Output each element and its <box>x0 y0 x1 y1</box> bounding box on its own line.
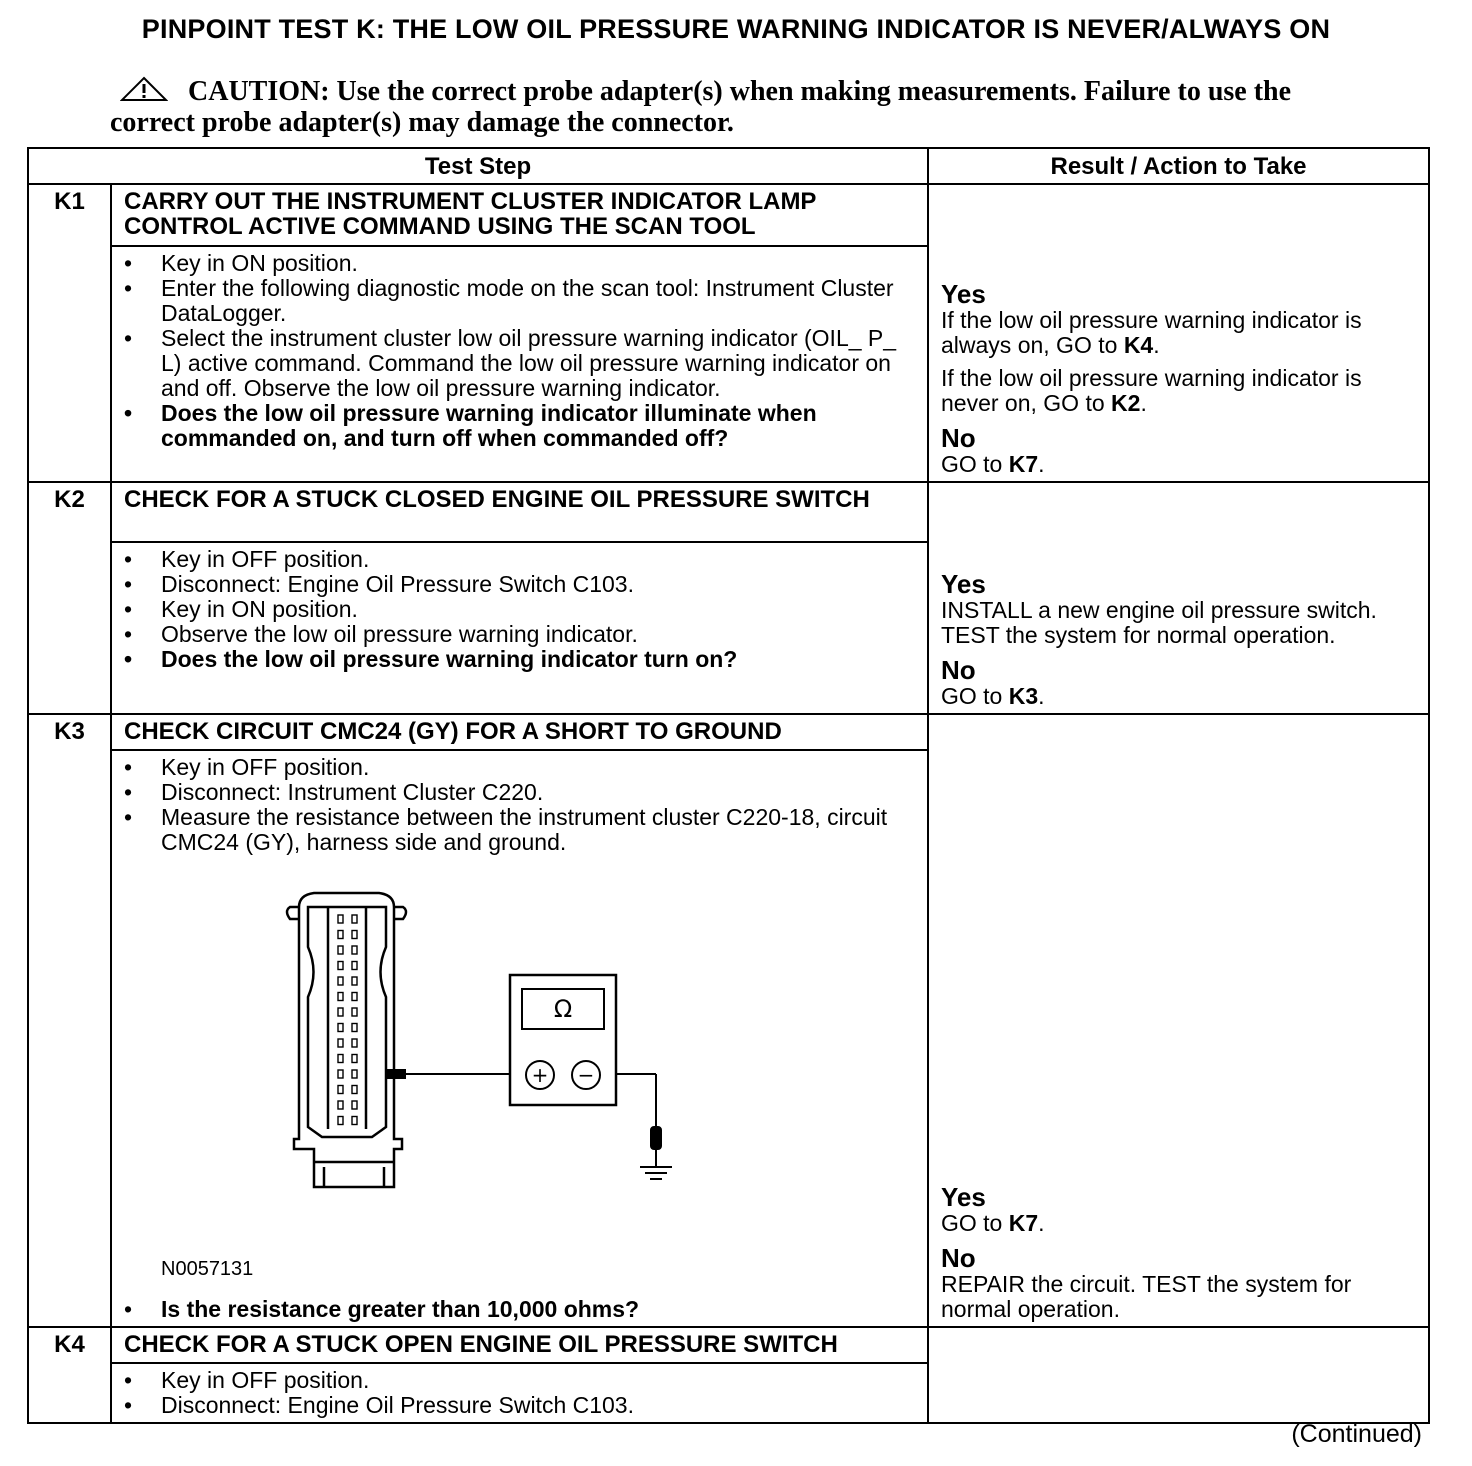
list-item: • Key in OFF position. <box>124 755 917 780</box>
result-text: GO to K7. <box>941 451 1045 477</box>
step-body <box>111 1363 928 1423</box>
connector-pin <box>338 1101 343 1109</box>
minus-terminal-icon: − <box>577 1063 595 1087</box>
connector-pin <box>338 1055 343 1063</box>
list-item: • Observe the low oil pressure warning indicator. <box>124 622 917 647</box>
step-heading: CARRY OUT THE INSTRUMENT CLUSTER INDICATOR LAMP CONTROL ACTIVE COMMAND USING THE SCAN TOOL <box>111 184 928 246</box>
connector-pin <box>338 993 343 1001</box>
connector-pin <box>352 931 357 939</box>
connector-pin <box>352 1008 357 1016</box>
connector-pin <box>352 962 357 970</box>
pinpoint-test-table <box>27 147 1430 1424</box>
list-item: • Disconnect: Instrument Cluster C220. <box>124 780 917 805</box>
list-item: • Does the low oil pressure warning indicator turn on? <box>124 647 917 672</box>
connector-pin <box>352 946 357 954</box>
header-result: Result / Action to Take <box>928 148 1429 184</box>
connector-pin <box>352 1039 357 1047</box>
step-number: K2 <box>28 482 111 714</box>
step-number: K1 <box>28 184 111 482</box>
no-label: No <box>941 1243 976 1273</box>
ohm-symbol: Ω <box>553 995 573 1023</box>
table-header-row <box>28 148 1429 184</box>
step-heading: CHECK FOR A STUCK CLOSED ENGINE OIL PRESSURE SWITCH <box>111 482 928 542</box>
connector-pin <box>352 1086 357 1094</box>
connector-pin <box>338 977 343 985</box>
connector-pin <box>338 1070 343 1078</box>
step-k3-result <box>928 714 1429 1327</box>
result-text: If the low oil pressure warning indicator is never on, GO to K2. <box>941 365 1362 416</box>
connector-pin <box>352 1101 357 1109</box>
list-item: • Disconnect: Engine Oil Pressure Switch C103. <box>124 1393 917 1418</box>
yes-label: Yes <box>941 1182 986 1212</box>
connector-pin <box>352 993 357 1001</box>
step-k1-heading-row <box>28 184 1429 246</box>
header-test-step: Test Step <box>28 148 928 184</box>
step-body <box>111 542 928 714</box>
connector-pin <box>338 1039 343 1047</box>
list-item: • Key in OFF position. <box>124 1368 917 1393</box>
connector-pin <box>338 931 343 939</box>
connector-pin <box>338 946 343 954</box>
connector-pin <box>338 962 343 970</box>
step-k4-result <box>928 1327 1429 1423</box>
list-item: • Disconnect: Engine Oil Pressure Switch C103. <box>124 572 917 597</box>
result-text: REPAIR the circuit. TEST the system for normal operation. <box>941 1271 1352 1322</box>
result-text: GO to K7. <box>941 1210 1045 1236</box>
connector-pin <box>338 915 343 923</box>
yes-label: Yes <box>941 569 986 599</box>
caution-text: CAUTION: Use the correct probe adapter(s) when making measurements. Failure to use the correct probe adapter(s) may damage the connector. <box>110 76 1292 138</box>
step-ref: K3 <box>1008 683 1039 709</box>
list-item: • Is the resistance greater than 10,000 ohms? <box>124 1297 917 1322</box>
step-ref: K7 <box>1008 451 1039 477</box>
step-k1-result <box>928 184 1429 482</box>
list-item: • Measure the resistance between the instrument cluster C220-18, circuit CMC24 (GY), harness side and ground. <box>124 805 917 855</box>
connector-pin <box>352 1055 357 1063</box>
step-ref: K2 <box>1111 390 1141 416</box>
connector-pin <box>338 1024 343 1032</box>
step-k2-result <box>928 482 1429 714</box>
result-text: GO to K3. <box>941 683 1045 709</box>
step-number: K4 <box>28 1327 111 1423</box>
step-ref: K4 <box>1123 332 1154 358</box>
connector-pin <box>352 1117 357 1125</box>
caution-notice <box>110 76 1370 138</box>
step-ref: K7 <box>1008 1210 1039 1236</box>
connector-pin <box>352 977 357 985</box>
list-item: • Key in OFF position. <box>124 547 917 572</box>
connector-c220-icon <box>287 893 406 1187</box>
result-text: If the low oil pressure warning indicator is always on, GO to K4. <box>941 307 1362 358</box>
connector-pin <box>352 1070 357 1078</box>
continued-label: (Continued) <box>1291 1420 1422 1448</box>
connector-pin <box>352 1024 357 1032</box>
yes-label: Yes <box>941 279 986 309</box>
connector-measurement-diagram <box>124 877 884 1297</box>
step-heading: CHECK FOR A STUCK OPEN ENGINE OIL PRESSURE SWITCH <box>111 1327 928 1363</box>
step-k2-heading-row <box>28 482 1429 542</box>
list-item: • Key in ON position. <box>124 251 917 276</box>
step-body <box>111 246 928 482</box>
step-number: K3 <box>28 714 111 1327</box>
step-heading: CHECK CIRCUIT CMC24 (GY) FOR A SHORT TO GROUND <box>111 714 928 750</box>
connector-pin <box>338 1008 343 1016</box>
no-label: No <box>941 655 976 685</box>
step-k4-heading-row <box>28 1327 1429 1363</box>
warning-triangle-icon <box>120 76 168 102</box>
connector-pin <box>352 915 357 923</box>
list-item: • Key in ON position. <box>124 597 917 622</box>
no-label: No <box>941 423 976 453</box>
plus-terminal-icon: + <box>531 1063 549 1087</box>
page-title: PINPOINT TEST K: THE LOW OIL PRESSURE WARNING INDICATOR IS NEVER/ALWAYS ON <box>141 14 1331 44</box>
connector-pin <box>338 1086 343 1094</box>
result-text: INSTALL a new engine oil pressure switch. TEST the system for normal operation. <box>941 597 1377 648</box>
connector-pin <box>338 1117 343 1125</box>
diagram-graphic <box>124 877 884 1247</box>
list-item: • Enter the following diagnostic mode on the scan tool: Instrument Cluster DataLogger. <box>124 276 917 326</box>
list-item: • Select the instrument cluster low oil pressure warning indicator (OIL_ P_ L) active command. Command the low oil pressure warning indicator on and off. Observe the low oil pressure warning indicator. <box>124 326 917 401</box>
step-k3-heading-row <box>28 714 1429 750</box>
figure-code: N0057131 <box>161 1258 254 1280</box>
list-item: • Does the low oil pressure warning indicator illuminate when commanded on, and turn off when commanded off? <box>124 401 917 451</box>
step-body <box>111 750 928 1327</box>
